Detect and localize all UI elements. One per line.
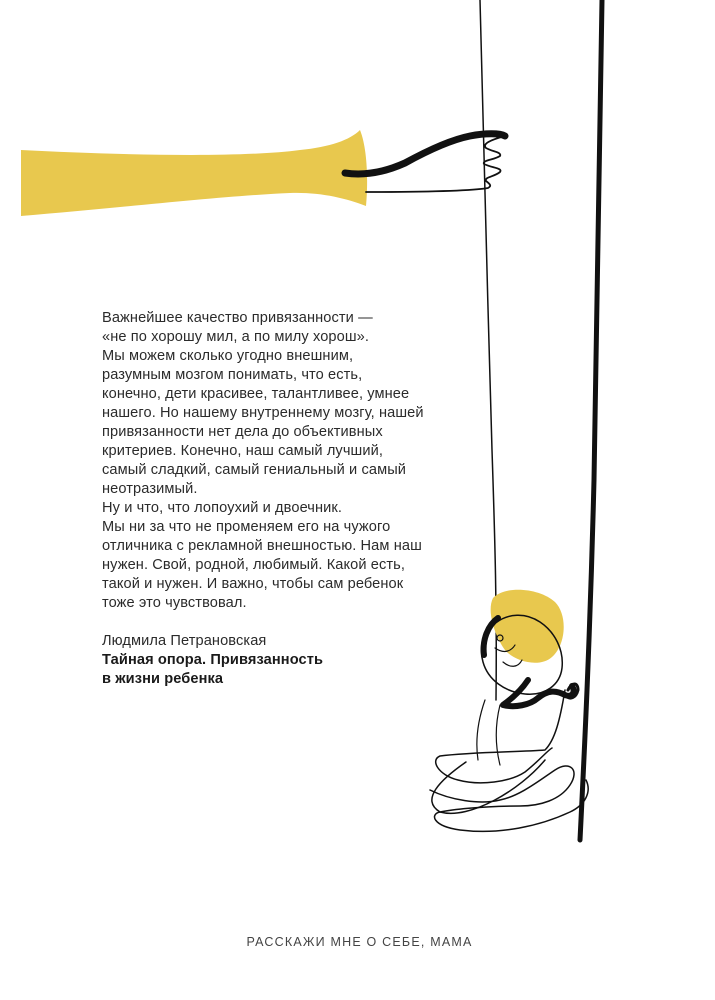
- child-hat-shape: [491, 590, 564, 663]
- quote-line: конечно, дети красивее, талантливее, умнее: [102, 386, 410, 402]
- quote-line: привязанности нет дела до объективных: [102, 424, 383, 440]
- quote-line: Мы ни за что не променяем его на чужого: [102, 519, 391, 535]
- page-footer: [0, 935, 715, 949]
- quote-line: самый сладкий, самый гениальный и самый: [102, 462, 407, 478]
- hand-holding-rope-illustration: [345, 134, 505, 192]
- quote-line: разумным мозгом понимать, что есть,: [102, 367, 363, 383]
- book-title-line: в жизни ребенка: [102, 671, 224, 687]
- quote-line: неотразимый.: [102, 481, 198, 497]
- quote-line: отличника с рекламной внешностью. Нам наш: [102, 538, 422, 554]
- quote-line: нашего. Но нашему внутреннему мозгу, нашей: [102, 405, 424, 421]
- quote-line: тоже это чувствовал.: [102, 595, 247, 611]
- quote-line: критериев. Конечно, наш самый лучший,: [102, 443, 383, 459]
- quote-line: такой и нужен. И важно, чтобы сам ребенок: [102, 576, 404, 592]
- quote-line: нужен. Свой, родной, любимый. Какой есть,: [102, 557, 406, 573]
- book-title-line: Тайная опора. Привязанность: [102, 652, 324, 668]
- quote-line: «не по хорошу мил, а по милу хорош».: [102, 329, 370, 345]
- quote-block: [102, 309, 482, 689]
- quote-line: Мы можем сколько угодно внешним,: [102, 348, 354, 364]
- yellow-sleeve-illustration: [21, 130, 367, 216]
- footer-running-title: РАССКАЖИ МНЕ О СЕБЕ, МАМА: [246, 935, 473, 949]
- quote-line: Ну и что, что лопоухий и двоечник.: [102, 500, 343, 516]
- quote-line: Важнейшее качество привязанности —: [102, 310, 373, 326]
- quote-author: Людмила Петрановская: [102, 633, 267, 649]
